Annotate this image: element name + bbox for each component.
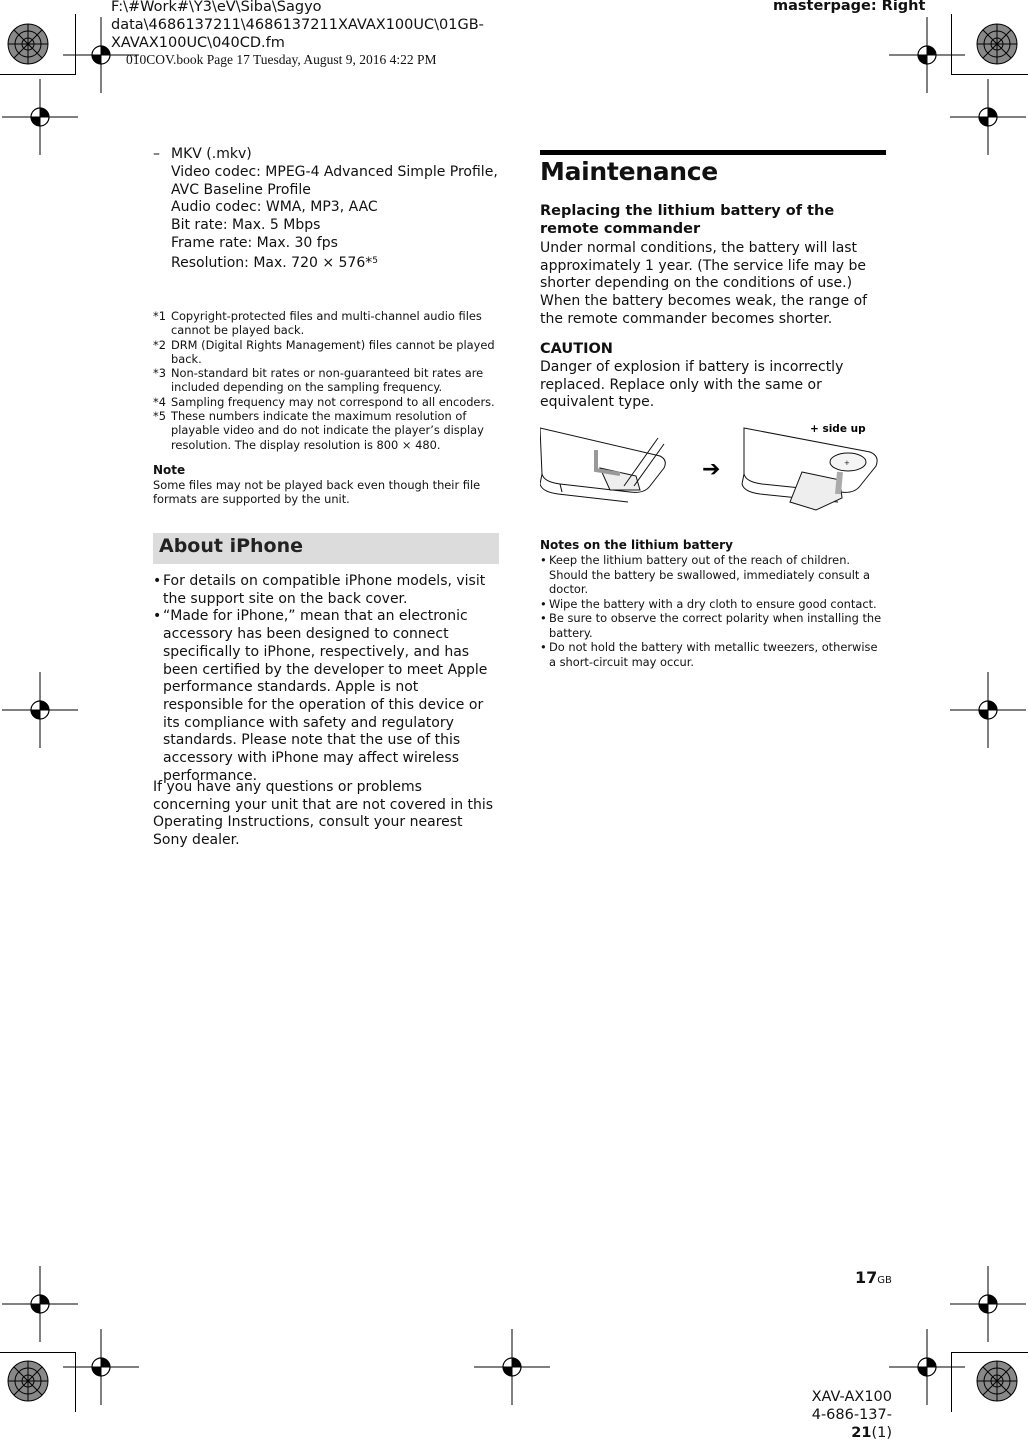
arrow-icon: ➔	[702, 457, 721, 482]
star-target-icon	[8, 1361, 48, 1401]
mkv-line: Bit rate: Max. 5 Mbps	[171, 217, 321, 234]
remote-right-drawing	[742, 428, 877, 510]
footnotes	[153, 309, 499, 452]
book-info: 010COV.book Page 17 Tuesday, August 9, 2016 4:22 PM	[126, 52, 437, 67]
section-rule	[540, 150, 886, 155]
list-item: • For details on compatible iPhone models, visit the support site on the back cover.	[153, 573, 486, 607]
list-item: • Be sure to observe the correct polarity when installing the battery.	[540, 611, 882, 640]
crosshair-target-icon	[950, 672, 1026, 748]
list-item: • Keep the lithium battery out of the reach of children. Should the battery be swallowed, immediately consult a doctor.	[540, 553, 870, 596]
mkv-line: Video codec: MPEG-4 Advanced Simple Profile,	[171, 163, 498, 180]
battery-body: Under normal conditions, the battery will last approximately 1 year. (The service life may be shorter depending on the conditions of use.) When the battery becomes weak, the range of the remote commander becomes shorter.	[540, 240, 868, 327]
crosshair-target-icon	[950, 1266, 1026, 1342]
notes-heading: Notes on the lithium battery	[540, 538, 733, 552]
crosshair-target-icon	[474, 1329, 550, 1405]
battery-notes	[540, 553, 886, 669]
footnote: *2 DRM (Digital Rights Management) files cannot be played back.	[153, 337, 495, 366]
mkv-spec: – MKV (.mkv) Video codec: MPEG-4 Advanced Simple Profile, AVC Baseline Profile Audio codec: WMA, MP3, AAC Bit rate: Max. 5 Mbps Frame rate: Max. 30 fps Resolution: Max. 720 × 576*$^5$	[153, 146, 498, 271]
model-info: XAV-AX100 4-686-137-21(1)	[811, 1389, 892, 1441]
mkv-line: Audio codec: WMA, MP3, AAC	[171, 199, 378, 216]
note-heading: Note	[153, 463, 186, 477]
mkv-line: MKV (.mkv)	[171, 146, 252, 162]
maintenance-heading: Maintenance	[540, 157, 718, 186]
crosshair-target-icon	[2, 672, 78, 748]
footnote: *4 Sampling frequency may not correspond to all encoders.	[153, 394, 495, 409]
footnote: *5 These numbers indicate the maximum resolution of playable video and do not indicate the player’s display resolution. The display resolution is 800 × 480.	[153, 409, 484, 452]
caution-heading: CAUTION	[540, 341, 613, 357]
crosshair-target-icon	[63, 1329, 139, 1405]
crosshair-target-icon	[950, 79, 1026, 155]
crosshair-target-icon	[889, 17, 965, 93]
star-target-icon	[977, 1361, 1017, 1401]
battery-replacement-illustration	[540, 418, 886, 524]
battery-subheading: Replacing the lithium battery of the remote commander	[540, 203, 835, 237]
star-target-icon	[977, 24, 1017, 64]
caution-text: Danger of explosion if battery is incorrectly replaced. Replace only with the same or equivalent type.	[540, 359, 844, 411]
crosshair-target-icon	[63, 17, 139, 93]
crosshair-target-icon	[2, 79, 78, 155]
mkv-line: AVC Baseline Profile	[171, 181, 311, 198]
list-item: • Do not hold the battery with metallic tweezers, otherwise a short-circuit may occur.	[540, 640, 878, 669]
masterpage-label: masterpage: Right	[773, 0, 926, 14]
list-item: • Wipe the battery with a dry cloth to ensure good contact.	[540, 596, 877, 611]
remote-left-drawing	[540, 428, 665, 502]
page-number: 17GB	[855, 1268, 892, 1287]
about-iphone-heading: About iPhone	[153, 533, 499, 564]
side-up-label: + side up	[810, 423, 866, 435]
mkv-resolution: Resolution: Max. 720 × 576*$^5$	[171, 254, 378, 271]
note-text: Some files may not be played back even though their file formats are supported by the unit.	[153, 478, 481, 507]
mkv-line: Frame rate: Max. 30 fps	[171, 234, 338, 251]
list-item: • “Made for iPhone,” mean that an electronic accessory has been designed to connect specifically to iPhone, respectively, and has been certified by the developer to meet Apple performance standards. Apple is not responsible for the operation of this device or its compliance with safety and regulatory standards. Please note that the use of this accessory with iPhone may affect wireless performance.	[153, 608, 488, 784]
footnote: *3 Non-standard bit rates or non-guaranteed bit rates are included depending on the sampling frequency.	[153, 366, 484, 395]
crosshair-target-icon	[2, 1266, 78, 1342]
file-path: F:\#Work#\Y3\eV\Siba\Sagyo data\4686137211\4686137211XAVAX100UC\01GB- XAVAX100UC\040CD.fm	[111, 0, 484, 51]
star-target-icon	[8, 24, 48, 64]
about-iphone-bullets	[153, 573, 499, 785]
svg-text:+: +	[844, 459, 850, 467]
footnote: *1 Copyright-protected files and multi-channel audio files cannot be played back.	[153, 309, 482, 338]
crosshair-target-icon	[889, 1329, 965, 1405]
dealer-note: If you have any questions or problems concerning your unit that are not covered in this Operating Instructions, consult your nearest Sony dealer.	[153, 779, 494, 849]
